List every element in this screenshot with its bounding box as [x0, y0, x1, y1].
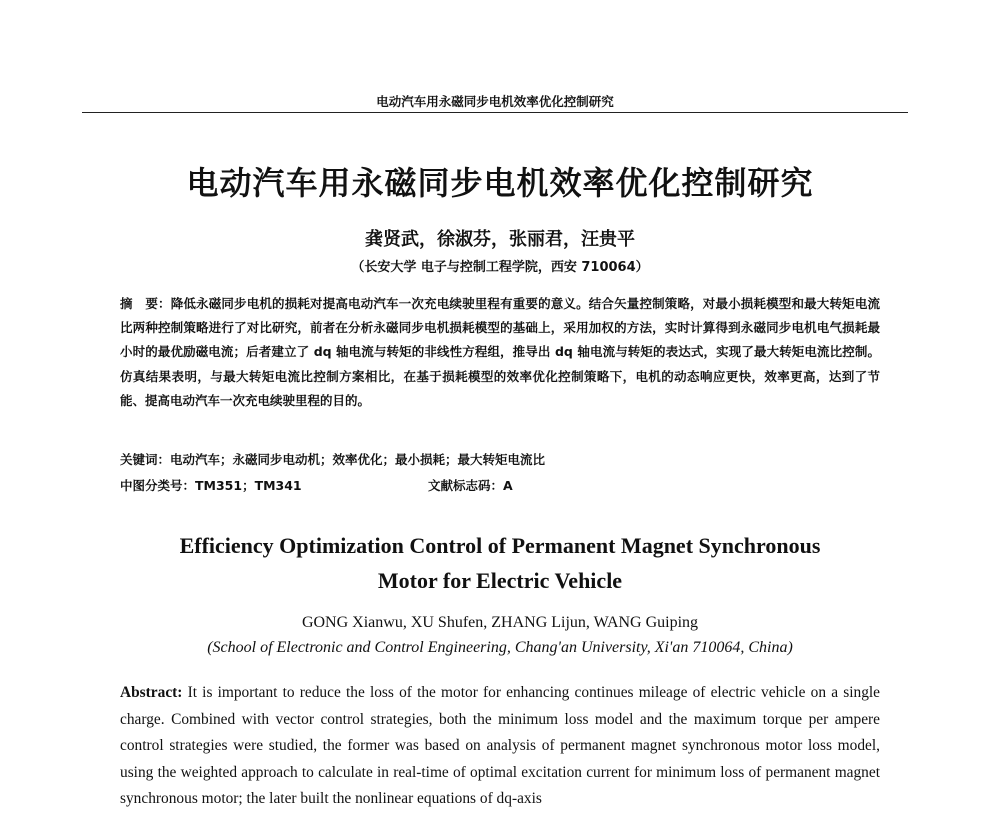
chinese-title: 电动汽车用永磁同步电机效率优化控制研究 [186, 164, 814, 202]
chinese-abstract-text: 降低永磁同步电机的损耗对提高电动汽车一次充电续驶里程有重要的意义。结合矢量控制策略，对最小损耗模型和最大转矩电流比两种控制策略进行了对比研究，前者在分析永磁同步电机损耗模型的基础上，采用加权的方法，实时计算得到永磁同步电机电气损耗最小时的最优励磁电流；后者建立了 dq 轴电流与转矩的非线性方程组，推导出 dq 轴电流与转矩的表达式，实现了最大转矩电流比控制。仿真结果表明，与最大转矩电流比控制方案相比，在基于损耗模型的效率优化控制策略下，电机的动态响应更快，效率更高，达到了节能、提高电动汽车一次充电续驶里程的目的。 [120, 296, 880, 408]
chinese-abstract [120, 292, 880, 413]
header-rule [82, 112, 908, 113]
english-abstract-text: It is important to reduce the loss of the motor for enhancing continues mileage of electric vehicle on a single charge. Combined with vector control strategies, both the minimum loss model and the maximum torque per ampere control strategies were studied, the former was based on analysis of permanent magnet synchronous motor loss model, using the weighted approach to calculate in real-time of optimal excitation current for minimum loss of permanent magnet synchronous motor; the later built the nonlinear equations of dq-axis [120, 684, 880, 807]
chinese-keywords-label: 关键词： [120, 452, 171, 467]
english-title-line-2: Motor for Electric Vehicle [377, 568, 623, 593]
english-authors: GONG Xianwu, XU Shufen, ZHANG Lijun, WANG Guiping [301, 614, 699, 631]
classification-number [120, 476, 420, 494]
classification-value: TM351；TM341 [195, 478, 302, 493]
document-code [428, 476, 728, 494]
english-title-line-1: Efficiency Optimization Control of Permanent Magnet Synchronous [179, 533, 821, 558]
english-affiliation: (School of Electronic and Control Engineering, Chang'an University, Xi'an 710064, China) [207, 639, 793, 656]
classification-label: 中图分类号： [120, 478, 196, 493]
chinese-keywords [120, 450, 880, 468]
document-code-value: A [503, 478, 513, 493]
document-code-label: 文献标志码： [428, 478, 504, 493]
chinese-authors: 龚贤武，徐淑芬，张丽君，汪贵平 [365, 229, 635, 250]
chinese-abstract-label: 摘 要： [120, 296, 171, 311]
running-header: 电动汽车用永磁同步电机效率优化控制研究 [376, 94, 614, 109]
english-abstract-label: Abstract: [120, 684, 183, 701]
english-title [100, 528, 900, 598]
english-abstract [120, 680, 880, 813]
chinese-keywords-text: 电动汽车；永磁同步电动机；效率优化；最小损耗；最大转矩电流比 [170, 452, 546, 467]
chinese-affiliation: （长安大学 电子与控制工程学院，西安 710064） [351, 260, 649, 275]
